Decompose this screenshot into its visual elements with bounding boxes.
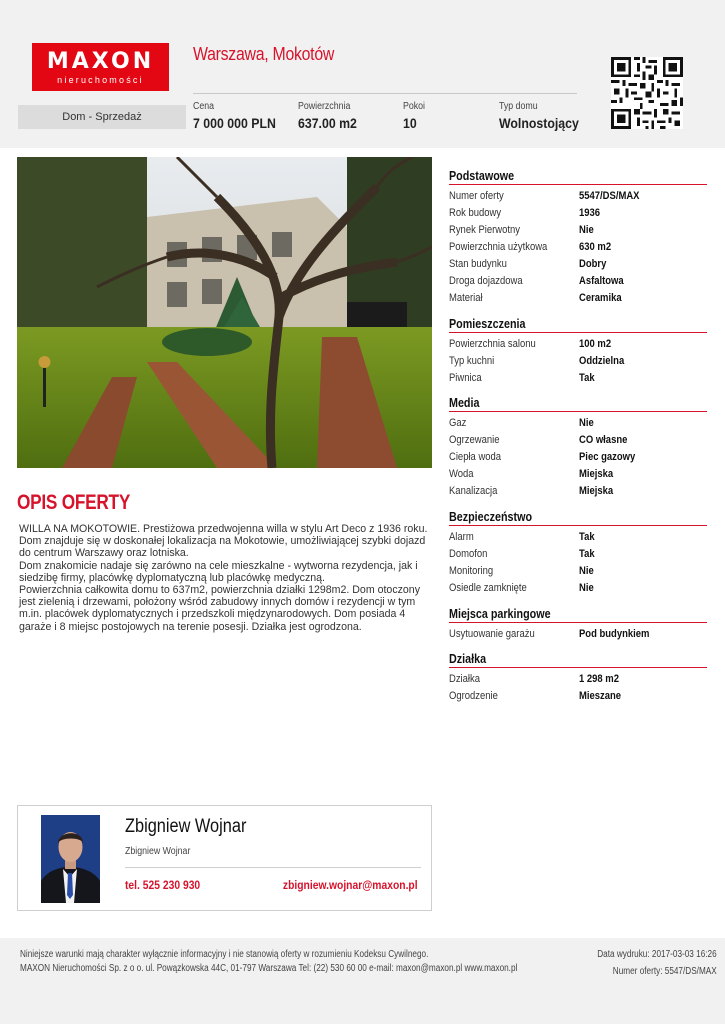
detail-value: Nie [579,564,594,577]
detail-value: 5547/DS/MAX [579,189,640,202]
detail-row [449,562,707,579]
detail-label: Alarm [449,530,474,543]
detail-row [449,221,707,238]
detail-value: Nie [579,581,594,594]
detail-value: Miejska [579,484,614,497]
stat-area [298,101,365,131]
stat-price [193,101,287,131]
section-divider [449,525,707,526]
detail-value: Asfaltowa [579,275,624,288]
detail-label: Powierzchnia salonu [449,337,536,350]
footer-disclaimer: Niniejsze warunki mają charakter wyłącznie informacyjny i nie stanowią oferty w rozumieniu Kodeksu Cywilnego. [20,949,429,960]
stat-label: Powierzchnia [298,101,351,112]
section-title: Miejsca parkingowe [449,607,551,621]
detail-row [449,545,707,562]
stat-label: Cena [193,101,215,112]
section-security [449,510,707,596]
stat-house-type [499,101,590,131]
header-divider [193,93,577,94]
agent-email-link[interactable]: zbigniew.wojnar@maxon.pl [283,878,418,892]
footer-print-date: Data wydruku: 2017-03-03 16:26 [597,949,717,960]
detail-row [449,528,707,545]
detail-value: Dobry [579,257,607,270]
detail-value: CO własne [579,433,628,446]
detail-row [449,369,707,386]
detail-row [449,187,707,204]
detail-value: Nie [579,416,594,429]
detail-value: 1936 [579,206,601,219]
detail-row [449,335,707,352]
detail-value: Nie [579,223,594,236]
agent-card [17,805,432,911]
detail-label: Numer oferty [449,189,504,202]
description-title: OPIS OFERTY [17,491,131,514]
detail-row [449,272,707,289]
property-photo[interactable] [17,157,432,468]
section-rooms [449,317,707,386]
listing-location: Warszawa, Mokotów [193,44,335,64]
agent-phone-link[interactable]: tel. 525 230 930 [125,878,201,892]
villa-garden-image [17,157,432,468]
agent-divider [125,867,421,868]
description-text: WILLA NA MOKOTOWIE. Prestiżowa przedwojenna willa w stylu Art Deco z 1936 roku. Dom znajduje się w doskonałej lokalizacja na Mokotowie, umożliwiającej szybki dojazd do centrum Warszawy oraz lotniska. Dom znakomicie nadaje się zarówno na cele mieszkalne - wytworna rezydencja, jak i siedzibę firmy, placówkę dyplomatyczną lub placówkę medyczną. Powierzchnia całkowita domu to 637m2, powierzchnia działki 1298m2. Dom otoczony jest zielenią i drzewami, położony wśród zabudowy innych domów i rezydencji w tym m.in. placówek dyplomatycznych i przedszkoli międzynarodowych. Dom posiada 4 garaże i 8 miejsc postojowych na terenie posesji. Działka jest ogrodzona. [19,523,428,633]
detail-value: Tak [579,547,595,560]
detail-label: Rok budowy [449,206,502,219]
detail-label: Stan budynku [449,257,507,270]
detail-row [449,238,707,255]
section-divider [449,667,707,668]
stat-value: Wolnostojący [499,115,579,131]
detail-label: Domofon [449,547,488,560]
logo-tagline: nieruchomości [57,75,144,85]
detail-label: Ciepła woda [449,450,502,463]
detail-label: Ogrzewanie [449,433,500,446]
stat-rooms [403,101,428,131]
stat-value: 10 [403,115,417,131]
detail-row [449,625,707,642]
detail-label: Gaz [449,416,467,429]
stat-value: 637.00 m2 [298,115,357,131]
section-divider [449,622,707,623]
detail-row [449,414,707,431]
detail-row [449,255,707,272]
offer-type-badge: Dom - Sprzedaż [18,105,186,129]
detail-label: Ogrodzenie [449,689,498,702]
qr-code-icon[interactable] [611,57,683,129]
detail-row [449,204,707,221]
detail-value: Pod budynkiem [579,627,650,640]
detail-label: Piwnica [449,371,482,384]
section-divider [449,332,707,333]
detail-value: 630 m2 [579,240,612,253]
detail-value: Tak [579,530,595,543]
logo-wordmark: MAXON [46,49,155,74]
detail-row [449,687,707,704]
detail-row [449,431,707,448]
detail-row [449,465,707,482]
detail-label: Woda [449,467,474,480]
detail-value: Tak [579,371,595,384]
detail-label: Droga dojazdowa [449,275,523,288]
section-parking [449,607,707,642]
section-title: Media [449,396,480,410]
detail-label: Monitoring [449,564,494,577]
stat-label: Typ domu [499,101,538,112]
agent-avatar [41,815,100,903]
detail-label: Kanalizacja [449,484,498,497]
section-media [449,396,707,499]
footer [0,938,725,1024]
detail-row [449,290,707,307]
section-plot [449,652,707,704]
detail-value: Oddzielna [579,354,625,367]
detail-row [449,670,707,687]
detail-value: Mieszane [579,689,622,702]
detail-row [449,448,707,465]
section-title: Działka [449,652,487,666]
detail-value: 1 298 m2 [579,672,619,685]
detail-value: 100 m2 [579,337,612,350]
section-title: Bezpieczeństwo [449,510,533,524]
detail-label: Działka [449,672,481,685]
section-basic [449,169,707,307]
stat-value: 7 000 000 PLN [193,115,276,131]
agent-name: Zbigniew Wojnar [125,816,247,837]
detail-row [449,482,707,499]
section-divider [449,184,707,185]
detail-row [449,579,707,596]
detail-value: Miejska [579,467,614,480]
section-title: Podstawowe [449,169,515,183]
detail-label: Osiedle zamknięte [449,581,527,594]
footer-company-info: MAXON Nieruchomości Sp. z o o. ul. Powązkowska 44C, 01-797 Warszawa Tel: (22) 530 60 00 e-mail: maxon@maxon.pl www.maxon.pl [20,963,518,974]
footer-offer-number: Numer oferty: 5547/DS/MAX [613,966,717,977]
detail-value: Piec gazowy [579,450,636,463]
detail-label: Rynek Pierwotny [449,223,520,236]
agent-subtitle: Zbigniew Wojnar [125,846,191,857]
agent-portrait-image [41,815,100,903]
maxon-logo[interactable] [32,43,169,91]
detail-label: Usytuowanie garażu [449,627,535,640]
detail-label: Typ kuchni [449,354,495,367]
detail-value: Ceramika [579,292,622,305]
stat-label: Pokoi [403,101,426,112]
detail-row [449,352,707,369]
detail-label: Powierzchnia użytkowa [449,240,548,253]
section-divider [449,411,707,412]
section-title: Pomieszczenia [449,317,526,331]
detail-label: Materiał [449,292,483,305]
